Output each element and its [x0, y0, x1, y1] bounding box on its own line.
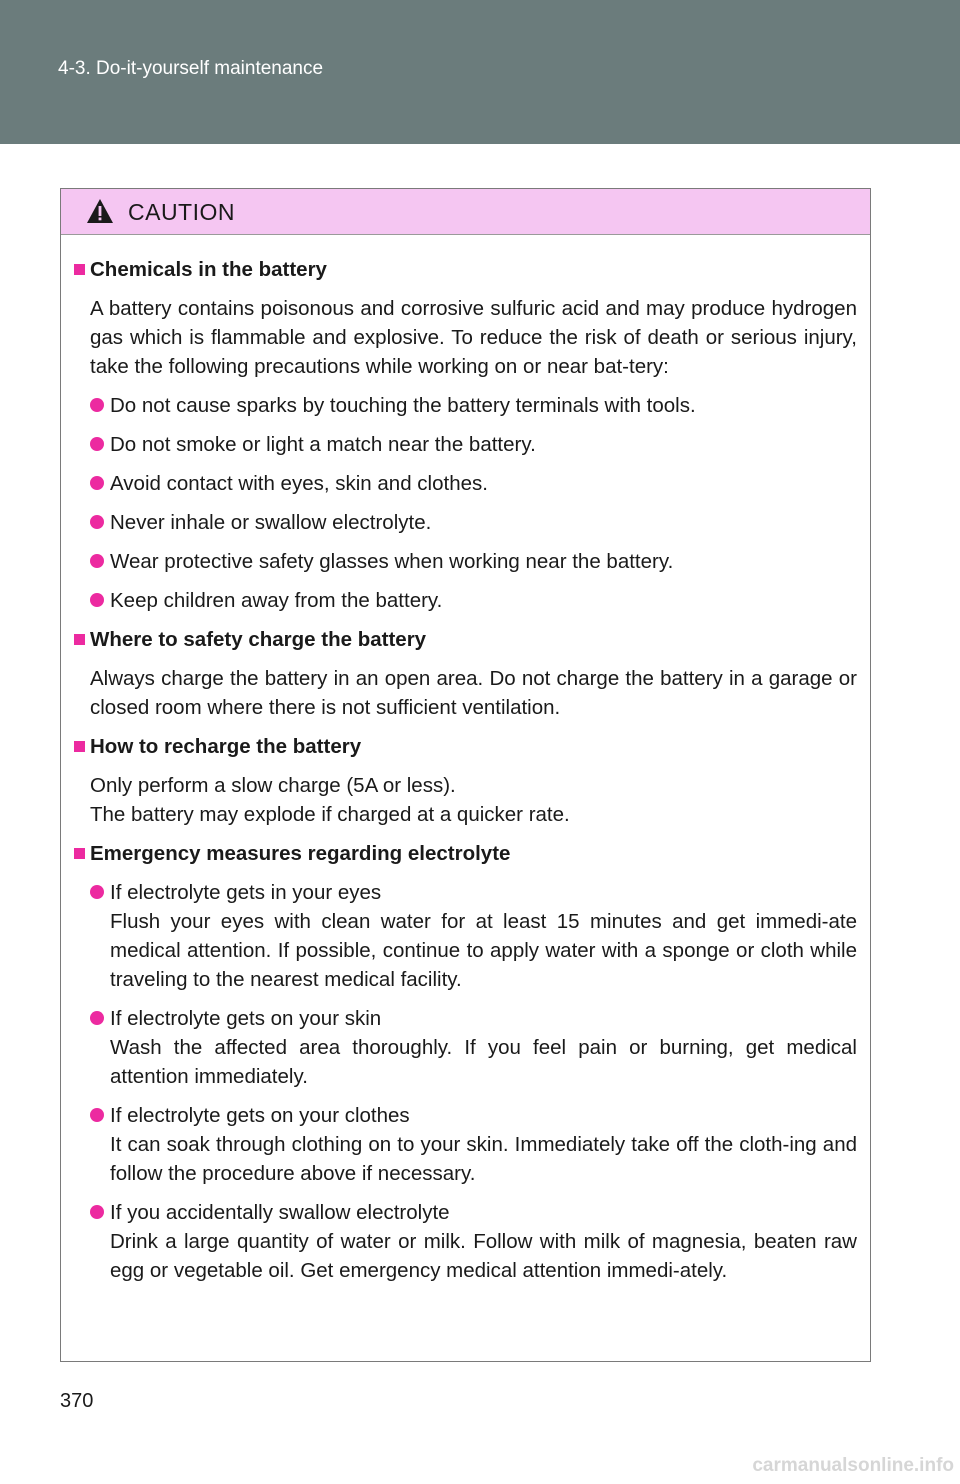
section-text: Always charge the battery in an open area. Do not charge the battery in a garage or closed room where there is not sufficient ventilation.: [90, 667, 857, 719]
section-text: A battery contains poisonous and corrosive sulfuric acid and may produce hydrogen gas which is flammable and explosive. To reduce the risk of death or serious injury, take the following precautions while working on or near bat-tery:: [90, 297, 857, 378]
page-header: [0, 0, 960, 144]
warning-triangle-icon: [86, 198, 114, 224]
section-heading: Chemicals in the battery: [74, 255, 857, 284]
caution-box: [60, 188, 871, 1362]
circle-bullet-icon: [90, 476, 104, 490]
list-item: Wear protective safety glasses when working near the battery.: [74, 547, 857, 576]
list-item: If electrolyte gets in your eyes Flush your eyes with clean water for at least 15 minutes and get immedi-ate medical attention. If possible, continue to apply water with a sponge or cloth while traveling to the nearest medical facility.: [74, 878, 857, 994]
circle-bullet-icon: [90, 437, 104, 451]
circle-bullet-icon: [90, 1108, 104, 1122]
list-item: If electrolyte gets on your clothes It can soak through clothing on to your skin. Immediately take off the cloth-ing and follow the procedure above if necessary.: [74, 1101, 857, 1188]
circle-bullet-icon: [90, 1011, 104, 1025]
list-item: Never inhale or swallow electrolyte.: [74, 508, 857, 537]
circle-bullet-icon: [90, 554, 104, 568]
list-item: If you accidentally swallow electrolyte Drink a large quantity of water or milk. Follow with milk of magnesia, beaten raw egg or vegetable oil. Get emergency medical attention immedi-ately.: [74, 1198, 857, 1285]
section-heading: Where to safety charge the battery: [74, 625, 857, 654]
caution-header: [61, 189, 870, 235]
list-item: Keep children away from the battery.: [74, 586, 857, 615]
circle-bullet-icon: [90, 515, 104, 529]
square-bullet-icon: [74, 848, 85, 859]
section-title: 4-3. Do-it-yourself maintenance: [58, 58, 324, 79]
square-bullet-icon: [74, 264, 85, 275]
watermark: carmanualsonline.info: [752, 1455, 954, 1476]
circle-bullet-icon: [90, 885, 104, 899]
circle-bullet-icon: [90, 1205, 104, 1219]
circle-bullet-icon: [90, 398, 104, 412]
list-item: If electrolyte gets on your skin Wash the affected area thoroughly. If you feel pain or burning, get medical attention immediately.: [74, 1004, 857, 1091]
list-item: Avoid contact with eyes, skin and clothes.: [74, 469, 857, 498]
section-heading: Emergency measures regarding electrolyte: [74, 839, 857, 868]
page-number: 370: [60, 1390, 94, 1412]
square-bullet-icon: [74, 634, 85, 645]
section-text: Only perform a slow charge (5A or less). The battery may explode if charged at a quicker rate.: [90, 774, 570, 826]
section-heading: How to recharge the battery: [74, 732, 857, 761]
caution-label: CAUTION: [128, 199, 235, 225]
circle-bullet-icon: [90, 593, 104, 607]
square-bullet-icon: [74, 741, 85, 752]
caution-content: [61, 235, 870, 1285]
list-item: Do not cause sparks by touching the battery terminals with tools.: [74, 391, 857, 420]
list-item: Do not smoke or light a match near the battery.: [74, 430, 857, 459]
